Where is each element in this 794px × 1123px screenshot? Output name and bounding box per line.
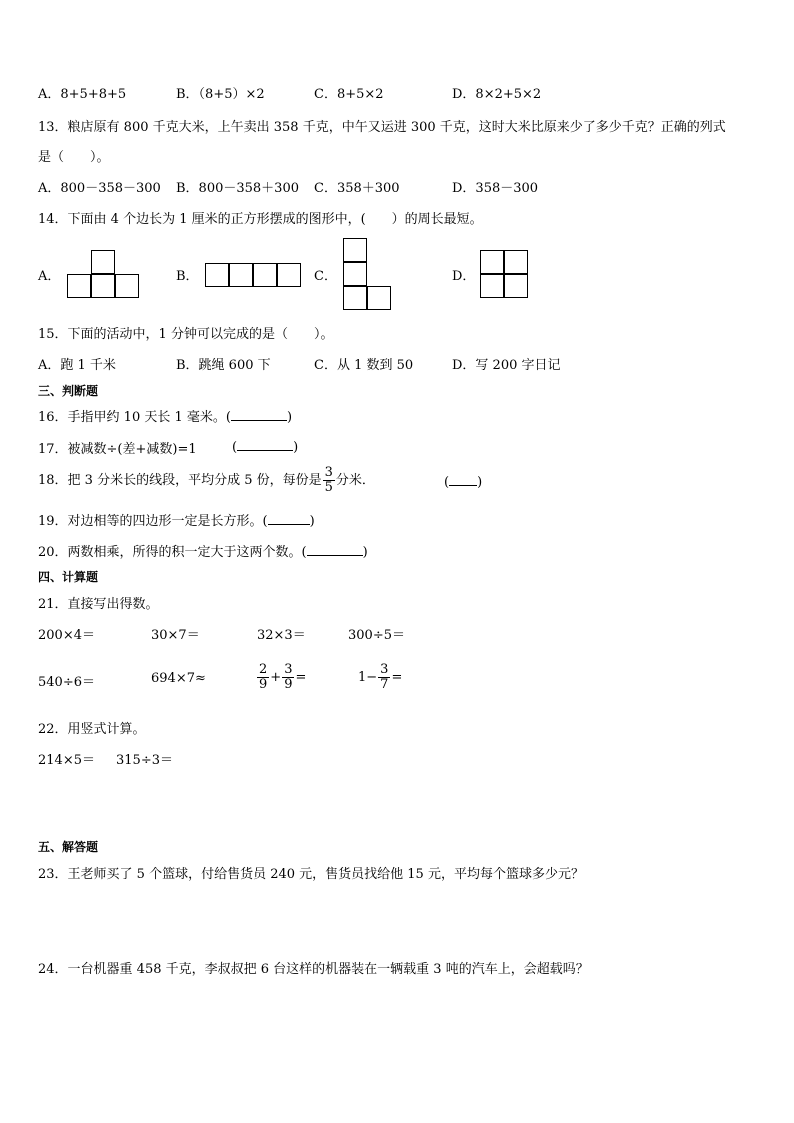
q21-item-3: 32×3＝ [257, 628, 306, 643]
q14-label-d: D． [452, 269, 476, 284]
q21-item-7 [256, 659, 306, 697]
section-heading-judgment: 三、判断题 [38, 384, 99, 398]
section-heading-word-problems: 五、解答题 [38, 840, 99, 854]
q18-fraction-denominator: 5 [324, 480, 333, 495]
q15-option-b: B．跳绳 600 下 [176, 358, 271, 373]
q21-item-2: 30×7＝ [151, 628, 200, 643]
q13-option-d: D．358－300 [452, 181, 539, 196]
q18-text-b: 分米． [335, 473, 375, 488]
q22-item-1: 214×5＝ [38, 753, 95, 768]
q14-label-b: B． [176, 269, 199, 284]
q17-text: 17．被减数÷(差+减数)=1 [38, 442, 197, 457]
q21-item-4: 300÷5＝ [348, 628, 405, 643]
q17-open: ( [232, 440, 238, 455]
q18-fraction [323, 466, 335, 494]
q16-close: ) [286, 410, 293, 425]
q14-label-c: C． [314, 269, 337, 284]
q21-fraction-a-numerator: 2 [259, 662, 268, 678]
q21-item-6: 694×7≈ [151, 671, 206, 686]
q14-label-a: A． [38, 269, 61, 284]
q21-item-1: 200×4＝ [38, 628, 95, 643]
q18-fraction-numerator: 3 [324, 465, 333, 481]
q14-shape-b [205, 263, 301, 289]
q20-close: ) [362, 545, 368, 560]
q17-close: ) [293, 440, 299, 455]
q18-close: ) [477, 475, 483, 490]
q12-option-d: D．8×2+5×2 [452, 87, 542, 102]
q13-option-b: B．800－358＋300 [176, 181, 299, 196]
q21-fraction-b [282, 663, 294, 691]
q22-item-2: 315÷3＝ [116, 753, 173, 768]
q20-text: 20．两数相乘，所得的积一定大于这两个数。( [38, 545, 307, 560]
q17-answer [232, 438, 298, 455]
q18-text-a: 18．把 3 分米长的线段，平均分成 5 份，每份是 [38, 473, 322, 488]
q18-open: ( [444, 475, 450, 490]
q21-one-minus: 1− [358, 670, 378, 685]
q21-fraction-c-denominator: 7 [380, 677, 389, 692]
q12-option-c: C．8+5×2 [314, 87, 384, 102]
q19 [38, 510, 315, 529]
q21-text: 21．直接写出得数。 [38, 597, 159, 612]
q13-option-c: C．358＋300 [314, 181, 400, 196]
q14-shape-a [67, 250, 139, 300]
q15-option-d: D．写 200 字日记 [452, 358, 561, 373]
q21-item-5: 540÷6＝ [38, 675, 95, 690]
q21-item-8 [358, 659, 402, 697]
q24-text: 24．一台机器重 458 千克，李叔叔把 6 台这样的机器装在一辆载重 3 吨的汽车上，会超载吗？ [38, 962, 589, 977]
q21-fraction-b-denominator: 9 [284, 677, 293, 692]
q15-text: 15．下面的活动中，1 分钟可以完成的是（ ）。 [38, 327, 334, 342]
q14-shape-c [343, 238, 393, 312]
q12-option-a: A．8+5+8+5 [38, 87, 127, 102]
q13-option-a: A．800－358－300 [38, 181, 161, 196]
q18 [38, 463, 375, 499]
section-heading-calculation: 四、计算题 [38, 570, 99, 584]
q17 [38, 438, 197, 457]
q18-answer [444, 473, 482, 490]
q21-fraction-a-denominator: 9 [259, 677, 268, 692]
q21-fraction-c-numerator: 3 [380, 662, 389, 678]
q21-fraction-c [378, 663, 390, 691]
q21-equals-1: = [295, 670, 307, 685]
q19-answer-blank[interactable] [268, 512, 310, 525]
q16-answer-blank[interactable] [231, 408, 287, 421]
q13-text-line2: 是（ ）。 [38, 150, 110, 165]
q21-fraction-b-numerator: 3 [284, 662, 293, 678]
q21-plus-sign: + [270, 670, 282, 685]
q12-option-b: B．（8+5）×2 [176, 87, 265, 102]
q21-fraction-a [257, 663, 269, 691]
q15-option-a: A．跑 1 千米 [38, 358, 116, 373]
q17-answer-blank[interactable] [237, 438, 293, 451]
q21-equals-2: = [391, 670, 403, 685]
q16-text: 16．手指甲约 10 天长 1 毫米。( [38, 410, 231, 425]
q22-text: 22．用竖式计算。 [38, 722, 146, 737]
q20 [38, 541, 368, 560]
q15-option-c: C．从 1 数到 50 [314, 358, 414, 373]
q23-text: 23．王老师买了 5 个篮球，付给售货员 240 元，售货员找给他 15 元，平均每个篮球多少元？ [38, 867, 584, 882]
q18-answer-blank[interactable] [449, 473, 477, 486]
q14-shape-d [480, 250, 530, 300]
q19-close: ) [309, 514, 315, 529]
q19-text: 19．对边相等的四边形一定是长方形。( [38, 514, 268, 529]
q13-text-line1: 13．粮店原有 800 千克大米，上午卖出 358 千克，中午又运进 300 千克，这时大米比原来少了多少千克？正确的列式 [38, 120, 726, 135]
q16 [38, 406, 292, 425]
q14-text: 14．下面由 4 个边长为 1 厘米的正方形摆成的图形中，( ）的周长最短。 [38, 212, 483, 227]
q20-answer-blank[interactable] [307, 543, 363, 556]
